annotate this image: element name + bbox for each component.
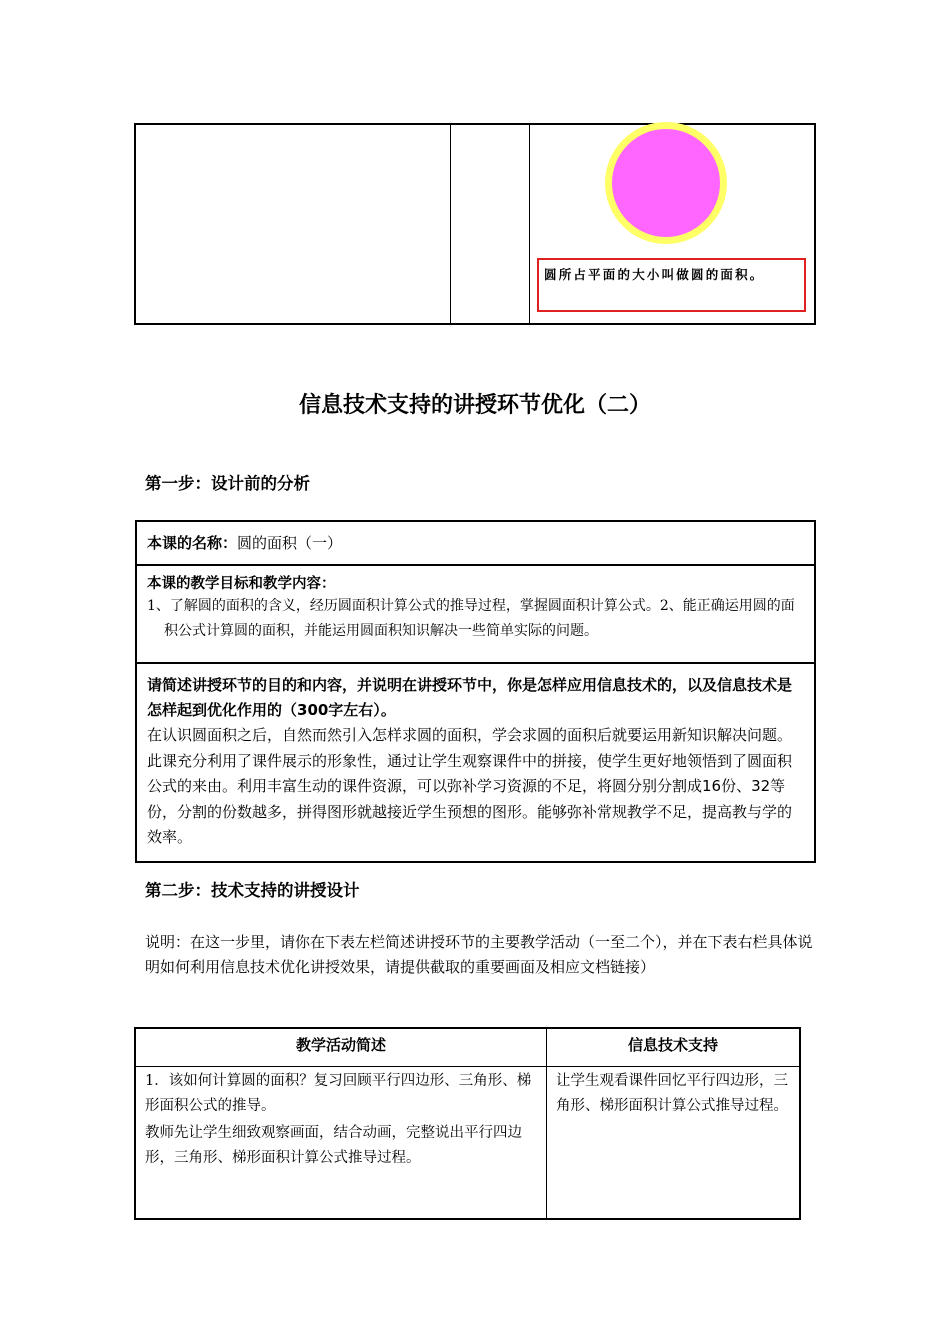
course-name-label: 本课的名称：: [147, 534, 238, 552]
goals-label: 本课的教学目标和教学内容：: [147, 576, 336, 592]
lecture-row: [137, 673, 814, 861]
step1-heading: 第一步：设计前的分析: [145, 474, 310, 493]
table-divider: [529, 125, 530, 323]
activity-line-2: [145, 1121, 541, 1170]
course-name-value: 圆的面积（一）: [237, 534, 343, 552]
goals-text: 1、了解圆的面积的含义，经历圆面积计算公式的推导过程，掌握圆面积计算公式。2、能正确运用圆的面积公式计算圆的面积，并能运用圆面积知识解决一些简单实际的问题。: [147, 598, 795, 639]
circle-caption: 圆所占平面的大小叫做圆的面积。: [537, 258, 806, 312]
step2-note: 说明：在这一步里，请你在下表左栏简述讲授环节的主要教学活动（一至二个），并在下表右栏具体说明如何利用信息技术优化讲授效果，请提供截取的重要画面及相应文档链接）: [145, 933, 813, 976]
goals-row: [137, 574, 814, 664]
col-header-tech: 信息技术支持: [627, 1036, 718, 1054]
tech-support-cell: [556, 1069, 796, 1118]
col-header-activity: 教学活动简述: [295, 1036, 386, 1054]
activity-line-1: 1．该如何计算圆的面积？复习回顾平行四边形、三角形、梯形面积公式的推导。: [145, 1073, 532, 1114]
course-name-row: [137, 522, 814, 566]
activity-cell: [145, 1069, 541, 1170]
previous-table: [134, 123, 816, 325]
activity-line-2-lead: 教师先让学生: [145, 1125, 232, 1141]
table-divider: [450, 125, 451, 323]
step2-heading: 第二步：技术支持的讲授设计: [145, 881, 360, 900]
analysis-table: [135, 520, 816, 863]
table-divider: [136, 1066, 799, 1067]
tech-support-lead: 让学生观看课件回忆: [556, 1073, 687, 1089]
page-title: 信息技术支持的讲授环节优化（二）: [298, 393, 651, 418]
lecture-answer: 在认识圆面积之后，自然而然引入怎样求圆的面积，学会求圆的面积后就要运用新知识解决问题。此课充分利用了课件展示的形象性，通过让学生观察课件中的拼接，使学生更好地领悟到了圆面积公式的来由。利用丰富生动的课件资源，可以弥补学习资源的不足，将圆分别分割成16份、32等份，分割的份数越多，拼得图形就越接近学生预想的图形。能够弥补常规教学不足，提高教与学的效率。: [147, 726, 793, 846]
circle-illustration: [604, 121, 728, 245]
tech-support-rest: 平行四边形，三角形、梯形面积计算公式推导过程。: [556, 1073, 788, 1114]
activity-table: [134, 1027, 801, 1220]
lecture-question: 请简述讲授环节的目的和内容，并说明在讲授环节中，你是怎样应用信息技术的，以及信息技术是怎样起到优化作用的（300字左右）。: [147, 676, 793, 719]
circle-area: [612, 129, 720, 237]
activity-line-2-rest: 细致观察画面，结合动画，完整说出平行四边形，三角形、梯形面积计算公式推导过程。: [145, 1125, 522, 1166]
